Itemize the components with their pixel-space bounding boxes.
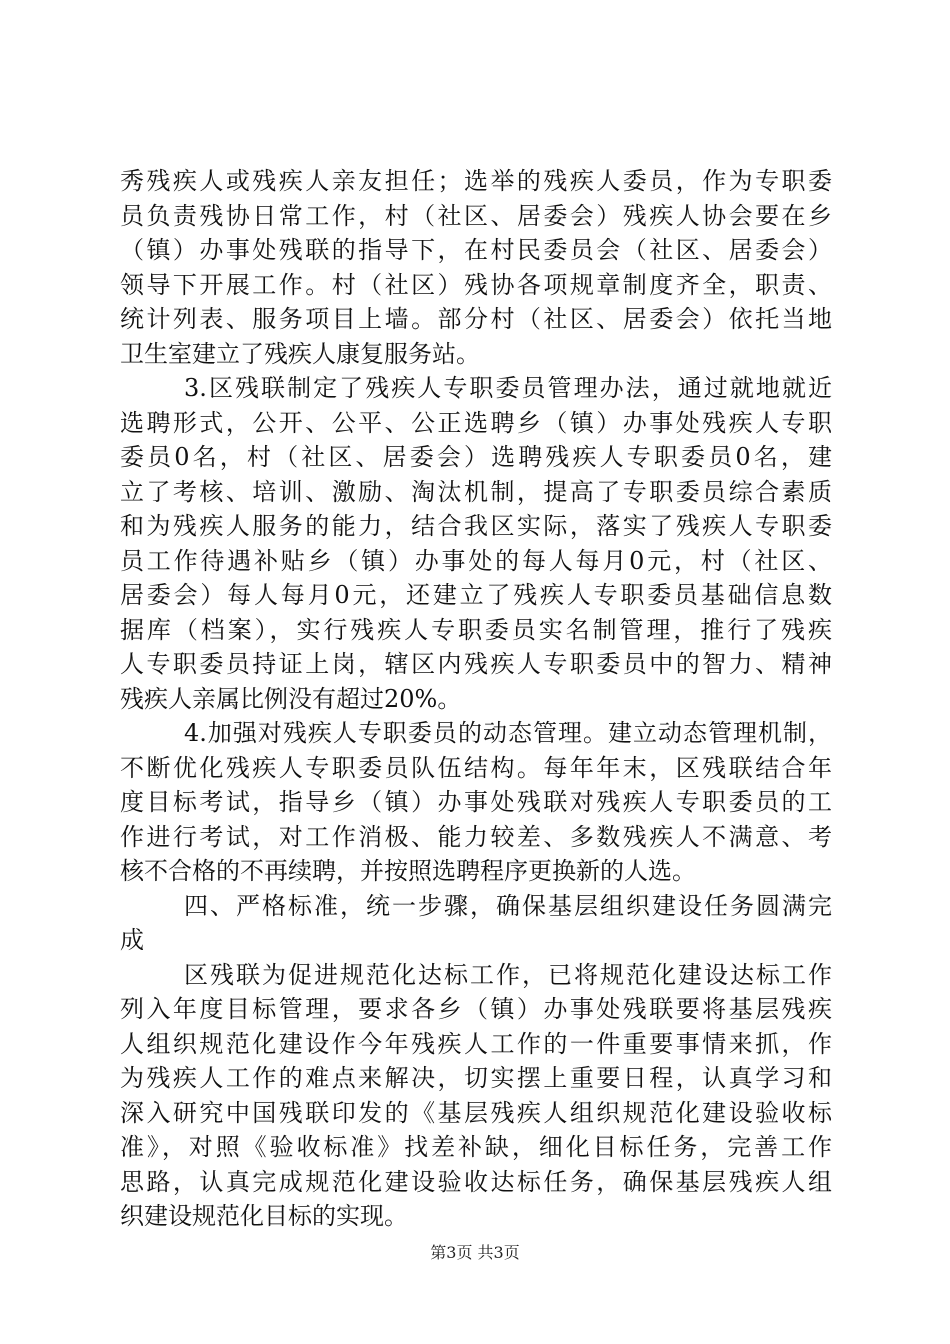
text-line: 员工作待遇补贴乡（镇）办事处的每人每月0元，村（社区、 xyxy=(120,546,832,575)
document-body xyxy=(120,164,832,1234)
text-line: 深入研究中国残联印发的《基层残疾人组织规范化建设验收标 xyxy=(120,1098,832,1127)
text-line: 人专职委员持证上岗，辖区内残疾人专职委员中的智力、精神 xyxy=(120,650,832,678)
text-line: 作进行考试，对工作消极、能力较差、多数残疾人不满意、考 xyxy=(120,822,832,851)
text-line: 秀残疾人或残疾人亲友担任；选举的残疾人委员，作为专职委 xyxy=(120,167,832,195)
section-heading-line: 成 xyxy=(120,926,144,954)
text-line: 织建设规范化目标的实现。 xyxy=(120,1202,408,1230)
paragraph-start-line: 3.区残联制定了残疾人专职委员管理办法，通过就地就近 xyxy=(184,374,832,402)
text-line: 选聘形式，公开、公平、公正选聘乡（镇）办事处残疾人专职 xyxy=(120,408,832,437)
text-line: （镇）办事处残联的指导下，在村民委员会（社区、居委会） xyxy=(120,236,832,264)
text-line: 核不合格的不再续聘，并按照选聘程序更换新的人选。 xyxy=(120,857,696,885)
section-heading-line: 四、严格标准，统一步骤，确保基层组织建设任务圆满完 xyxy=(184,891,832,920)
text-line: 居委会）每人每月0元，还建立了残疾人专职委员基础信息数 xyxy=(120,581,832,609)
text-line: 准》，对照《验收标准》找差补缺，细化目标任务，完善工作 xyxy=(120,1133,832,1161)
text-line: 度目标考试，指导乡（镇）办事处残联对残疾人专职委员的工 xyxy=(120,788,832,816)
page-footer: 第3页 共3页 xyxy=(430,1243,520,1262)
text-line: 员负责残协日常工作，村（社区、居委会）残疾人协会要在乡 xyxy=(120,201,832,230)
text-line: 统计列表、服务项目上墙。部分村（社区、居委会）依托当地 xyxy=(120,305,832,333)
text-line: 为残疾人工作的难点来解决，切实摆上重要日程，认真学习和 xyxy=(120,1064,832,1092)
text-line: 和为残疾人服务的能力，结合我区实际，落实了残疾人专职委 xyxy=(120,512,832,540)
paragraph-start-line: 区残联为促进规范化达标工作，已将规范化建设达标工作 xyxy=(184,960,832,989)
text-line: 立了考核、培训、激励、淘汰机制，提高了专职委员综合素质 xyxy=(120,477,832,506)
text-line: 列入年度目标管理，要求各乡（镇）办事处残联要将基层残疾 xyxy=(120,995,832,1023)
text-line: 思路，认真完成规范化建设验收达标任务，确保基层残疾人组 xyxy=(120,1167,832,1196)
text-line: 人组织规范化建设作今年残疾人工作的一件重要事情来抓，作 xyxy=(120,1029,832,1058)
text-line: 残疾人亲属比例没有超过20%。 xyxy=(120,684,462,713)
text-line: 卫生室建立了残疾人康复服务站。 xyxy=(120,339,480,368)
text-line: 不断优化残疾人专职委员队伍结构。每年年末，区残联结合年 xyxy=(120,753,832,782)
paragraph-start-line: 4.加强对残疾人专职委员的动态管理。建立动态管理机制， xyxy=(184,719,832,747)
text-line: 据库（档案），实行残疾人专职委员实名制管理，推行了残疾 xyxy=(120,615,832,644)
text-line: 领导下开展工作。村（社区）残协各项规章制度齐全，职责、 xyxy=(120,270,832,299)
text-line: 委员0名，村（社区、居委会）选聘残疾人专职委员0名，建 xyxy=(120,443,832,471)
